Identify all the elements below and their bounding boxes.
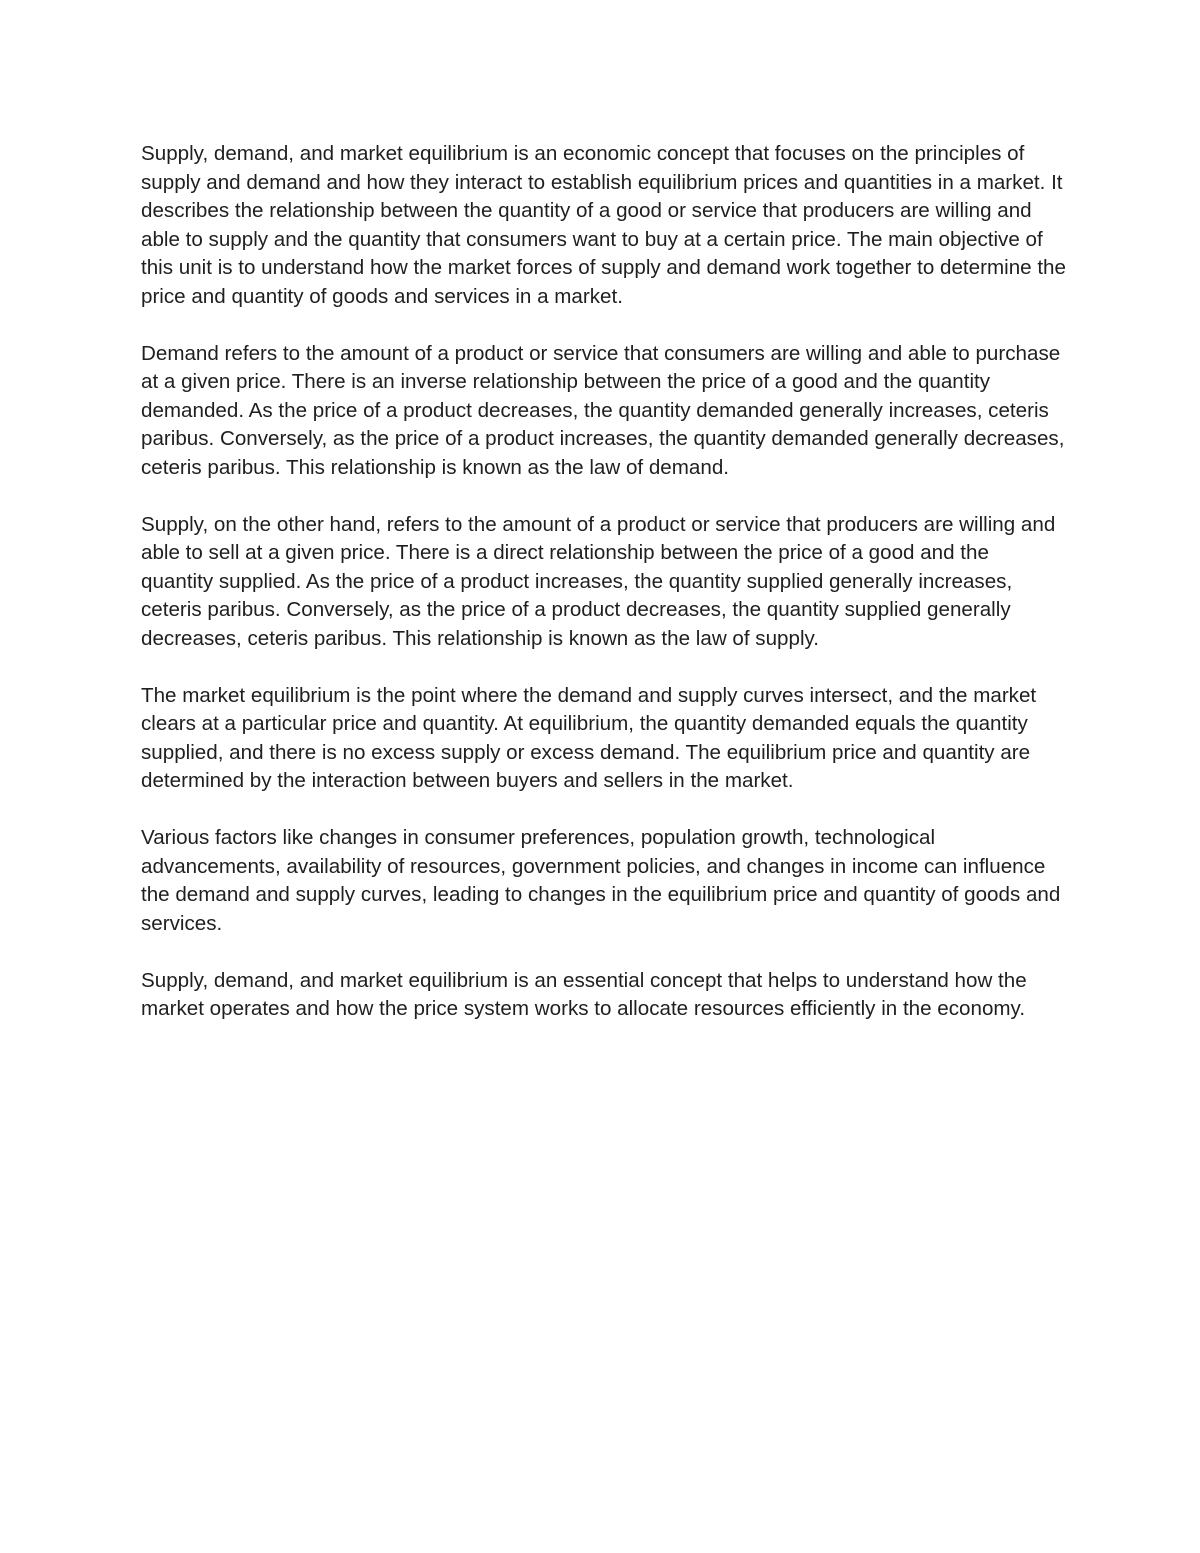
paragraph-factors: Various factors like changes in consumer preferences, population growth, technological advancements, availability of resources, government policies, and changes in income can influence the demand and supply curves, leading to changes in the equilibrium price and quantity of goods and services. xyxy=(141,826,1061,935)
paragraph-introduction: Supply, demand, and market equilibrium is an economic concept that focuses on the principles of supply and demand and how they interact to establish equilibrium prices and quantities in a market. It describes the relationship between the quantity of a good or service that producers are willing and able to supply and the quantity that consumers want to buy at a certain price. The main objective of this unit is to understand how the market forces of supply and demand work together to determine the price and quantity of goods and services in a market. xyxy=(141,142,1066,308)
paragraph-market-equilibrium: The market equilibrium is the point where the demand and supply curves intersect, and the market clears at a particular price and quantity. At equilibrium, the quantity demanded equals the quantity supplied, and there is no excess supply or excess demand. The equilibrium price and quantity are determined by the interaction between buyers and sellers in the market. xyxy=(141,683,1037,792)
paragraph-conclusion: Supply, demand, and market equilibrium is an essential concept that helps to understand how the market operates and how the price system works to allocate resources efficiently in the economy. xyxy=(141,968,1027,1020)
paragraph-demand: Demand refers to the amount of a product or service that consumers are willing and able to purchase at a given price. There is an inverse relationship between the price of a good and the quantity demanded. As the price of a product decreases, the quantity demanded generally increases, ceteris paribus. Conversely, as the price of a product increases, the quantity demanded generally decreases, ceteris paribus. This relationship is known as the law of demand. xyxy=(141,341,1065,479)
paragraph-supply: Supply, on the other hand, refers to the amount of a product or service that producers are willing and able to sell at a given price. There is a direct relationship between the price of a good and the quantity supplied. As the price of a product increases, the quantity supplied generally increases, ceteris paribus. Conversely, as the price of a product decreases, the quantity supplied generally decreases, ceteris paribus. This relationship is known as the law of supply. xyxy=(141,512,1056,650)
document-body xyxy=(141,140,1066,1052)
